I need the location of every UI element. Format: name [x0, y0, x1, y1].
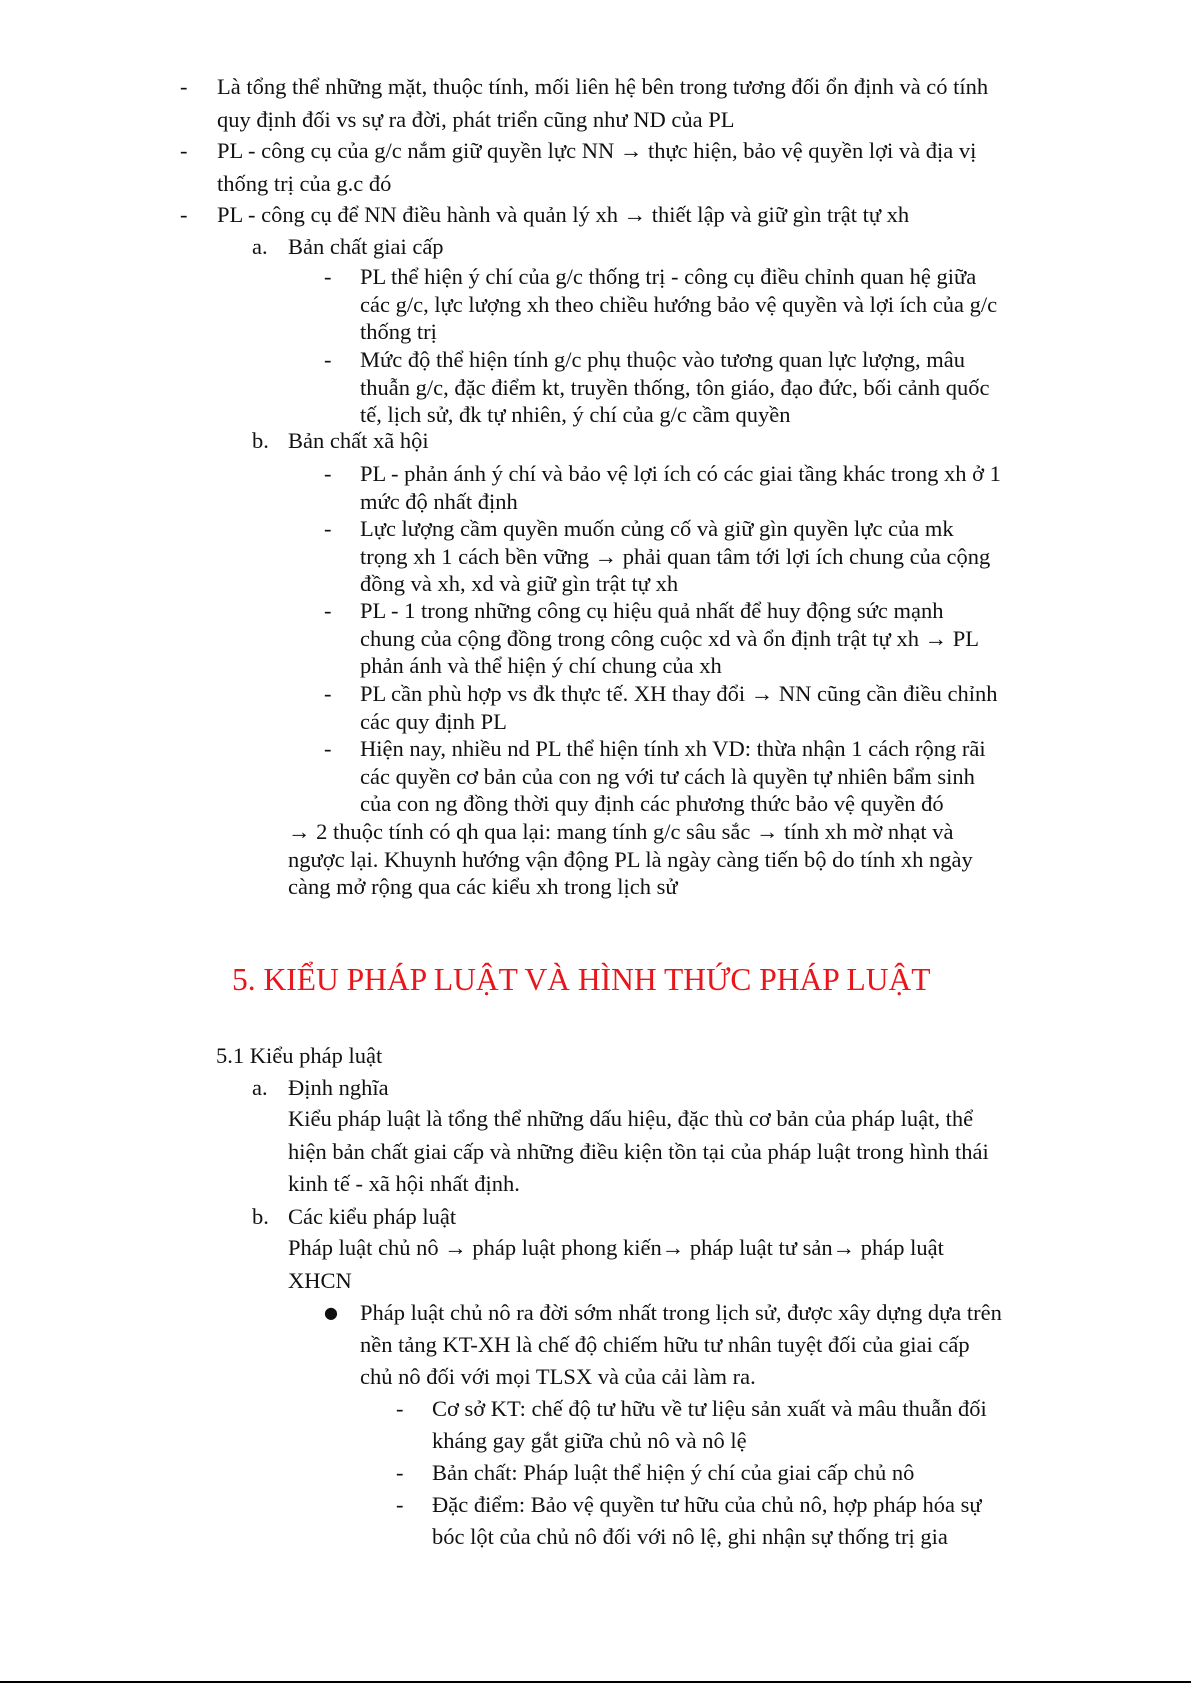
- list-item: [396, 1393, 1076, 1457]
- list-item: [324, 597, 1064, 680]
- text-line: Kiểu pháp luật là tổng thể những dấu hiệu, đặc thù cơ bản của pháp luật, thể: [288, 1106, 974, 1131]
- list-item: [180, 134, 1060, 200]
- law-types-sequence: [288, 1232, 1068, 1297]
- list-item: [324, 515, 1064, 598]
- text-line: thống trị của g.c đó: [217, 171, 392, 196]
- section-subheading: [252, 1071, 1052, 1104]
- text-line: chủ nô đối với mọi TLSX và của cải làm ra.: [360, 1364, 756, 1389]
- text-line: chung của cộng đồng trong công cuộc xd và ổn định trật tự xh → PL: [360, 625, 979, 651]
- list-letter: b.: [252, 428, 269, 453]
- text-line: PL - công cụ của g/c nắm giữ quyền lực NN → thực hiện, bảo vệ quyền lợi và địa vị: [217, 138, 977, 163]
- list-item: [324, 460, 1064, 515]
- list-dash: -: [396, 1460, 404, 1485]
- definition-paragraph: [288, 1103, 1068, 1201]
- list-dash: -: [324, 264, 332, 289]
- text-line: hiện bản chất giai cấp và những điều kiện tồn tại của pháp luật trong hình thái: [288, 1138, 989, 1164]
- text-line: PL thể hiện ý chí của g/c thống trị - công cụ điều chỉnh quan hệ giữa: [360, 264, 977, 289]
- text-line: càng mở rộng qua các kiểu xh trong lịch sử: [288, 874, 678, 899]
- text-line: trọng xh 1 cách bền vững → phải quan tâm tới lợi ích chung của cộng: [360, 543, 991, 569]
- text-line: các g/c, lực lượng xh theo chiều hướng bảo vệ quyền và lợi ích của g/c: [360, 291, 998, 317]
- text-line: Pháp luật chủ nô ra đời sớm nhất trong lịch sử, được xây dựng dựa trên: [360, 1300, 1002, 1325]
- list-letter: b.: [252, 1204, 269, 1229]
- conclusion-paragraph: [288, 818, 1068, 901]
- list-dash: -: [396, 1396, 404, 1421]
- text-line: Cơ sở KT: chế độ tư hữu về tư liệu sản xuất và mâu thuẫn đối: [432, 1396, 987, 1421]
- list-item: [324, 1297, 1074, 1393]
- text-line: Mức độ thể hiện tính g/c phụ thuộc vào tương quan lực lượng, mâu: [360, 347, 965, 372]
- text-line: Các kiểu pháp luật: [288, 1204, 457, 1229]
- list-dash: -: [180, 138, 188, 163]
- text-line: phản ánh và thể hiện ý chí chung của xh: [360, 653, 722, 678]
- list-item: [324, 346, 1064, 429]
- list-dash: -: [324, 681, 332, 706]
- section-subheading: [252, 1200, 1052, 1233]
- list-item: [324, 263, 1064, 346]
- text-line: Định nghĩa: [288, 1075, 389, 1100]
- bullet: ●: [324, 1303, 338, 1322]
- text-line: Hiện nay, nhiều nd PL thể hiện tính xh VD: thừa nhận 1 cách rộng rãi: [360, 736, 986, 761]
- section-heading: 5. KIỂU PHÁP LUẬT VÀ HÌNH THỨC PHÁP LUẬT: [232, 962, 931, 997]
- list-dash: -: [396, 1492, 404, 1517]
- text-line: nền tảng KT-XH là chế độ chiếm hữu tư nhân tuyệt đối của giai cấp: [360, 1332, 970, 1357]
- list-dash: -: [180, 74, 188, 99]
- text-line: mức độ nhất định: [360, 488, 518, 514]
- text-line: Đặc điểm: Bảo vệ quyền tư hữu của chủ nô, hợp pháp hóa sự: [432, 1492, 982, 1517]
- list-dash: -: [324, 516, 332, 541]
- section-subheading: [252, 427, 1052, 455]
- list-item: [180, 198, 1060, 231]
- list-item: [396, 1489, 1076, 1553]
- list-item: [396, 1457, 1076, 1489]
- list-item: [180, 70, 1060, 136]
- list-dash: -: [324, 598, 332, 623]
- text-line: thuẫn g/c, đặc điểm kt, truyền thống, tôn giáo, đạo đức, bối cảnh quốc: [360, 374, 990, 400]
- text-line: kháng gay gắt giữa chủ nô và nô lệ: [432, 1428, 747, 1453]
- text-line: các quyền cơ bản của con ng với tư cách là quyền tự nhiên bẩm sinh: [360, 763, 975, 789]
- text-line: thống trị: [360, 319, 437, 344]
- text-line: PL - công cụ để NN điều hành và quản lý xh → thiết lập và giữ gìn trật tự xh: [217, 202, 910, 227]
- text-line: → 2 thuộc tính có qh qua lại: mang tính g/c sâu sắc → tính xh mờ nhạt và: [288, 819, 954, 844]
- subsection-title: 5.1 Kiểu pháp luật: [216, 1043, 383, 1068]
- list-letter: a.: [252, 1075, 268, 1100]
- list-letter: a.: [252, 234, 268, 259]
- text-line: Là tổng thể những mặt, thuộc tính, mối liên hệ bên trong tương đối ổn định và có tính: [217, 74, 989, 99]
- list-dash: -: [324, 461, 332, 486]
- text-line: tế, lịch sử, đk tự nhiên, ý chí của g/c cầm quyền: [360, 402, 791, 427]
- text-line: các quy định PL: [360, 708, 507, 734]
- text-line: ngược lại. Khuynh hướng vận động PL là ngày càng tiến bộ do tính xh ngày: [288, 846, 973, 872]
- text-line: của con ng đồng thời quy định các phương thức bảo vệ quyền đó: [360, 791, 944, 816]
- text-line: đồng và xh, xd và giữ gìn trật tự xh: [360, 571, 679, 596]
- list-dash: -: [324, 347, 332, 372]
- text-line: Bản chất xã hội: [288, 428, 429, 453]
- page-bottom-rule: [0, 1681, 1191, 1683]
- text-line: kinh tế - xã hội nhất định.: [288, 1171, 520, 1196]
- list-dash: -: [324, 736, 332, 761]
- text-line: Lực lượng cầm quyền muốn củng cố và giữ gìn quyền lực của mk: [360, 516, 954, 541]
- text-line: PL - 1 trong những công cụ hiệu quả nhất để huy động sức mạnh: [360, 598, 944, 623]
- text-line: Bản chất: Pháp luật thể hiện ý chí của giai cấp chủ nô: [432, 1460, 915, 1485]
- text-line: bóc lột của chủ nô đối với nô lệ, ghi nhận sự thống trị gia: [432, 1524, 948, 1549]
- list-dash: -: [180, 202, 188, 227]
- text-line: Pháp luật chủ nô → pháp luật phong kiến→ pháp luật tư sản→ pháp luật: [288, 1235, 944, 1260]
- text-line: PL - phản ánh ý chí và bảo vệ lợi ích có các giai tầng khác trong xh ở 1: [360, 461, 1001, 486]
- text-line: PL cần phù hợp vs đk thực tế. XH thay đổi → NN cũng cần điều chỉnh: [360, 681, 998, 706]
- section-subheading: [252, 230, 1052, 263]
- text-line: XHCN: [288, 1267, 352, 1293]
- list-item: [324, 680, 1064, 735]
- list-item: [324, 735, 1064, 818]
- text-line: quy định đối vs sự ra đời, phát triển cũng như ND của PL: [217, 107, 735, 132]
- text-line: Bản chất giai cấp: [288, 234, 444, 259]
